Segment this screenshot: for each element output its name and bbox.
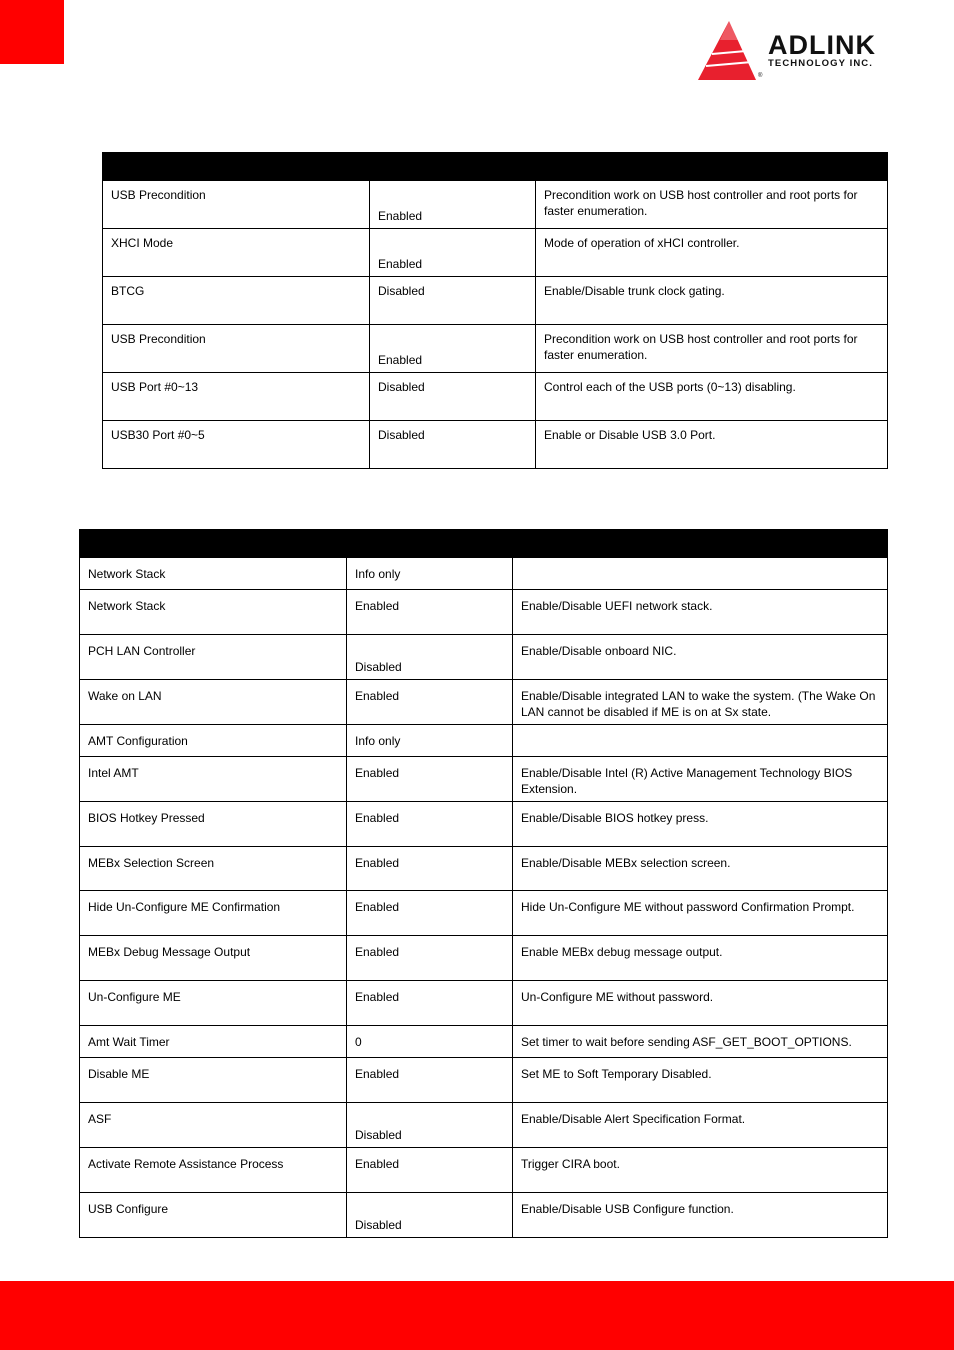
setting-name: Activate Remote Assistance Process: [80, 1148, 347, 1193]
table-row: [80, 936, 888, 981]
corner-tab: [0, 0, 64, 64]
setting-description: Precondition work on USB host controller and root ports for faster enumeration.: [536, 325, 888, 373]
setting-value: Disabled: [370, 421, 536, 469]
table-row: [80, 1058, 888, 1103]
setting-value: Enabled: [347, 680, 513, 725]
setting-name: USB30 Port #0~5: [103, 421, 370, 469]
setting-name: XHCI Mode: [103, 229, 370, 277]
setting-description: Precondition work on USB host controller and root ports for faster enumeration.: [536, 181, 888, 229]
setting-value: Disabled: [370, 277, 536, 325]
setting-description: Enable/Disable Intel (R) Active Management Technology BIOS Extension.: [513, 757, 888, 802]
header-cell: [103, 153, 370, 181]
setting-value: Disabled: [370, 373, 536, 421]
table-row: [80, 590, 888, 635]
table-row: [103, 181, 888, 229]
setting-value: Enabled: [347, 757, 513, 802]
table-header: [103, 153, 888, 181]
setting-value: Disabled: [347, 1103, 513, 1148]
adlink-logo: [696, 18, 906, 84]
setting-description: Enable/Disable onboard NIC.: [513, 635, 888, 680]
setting-description: Hide Un-Configure ME without password Confirmation Prompt.: [513, 891, 888, 936]
setting-value: Enabled: [370, 229, 536, 277]
usb-settings-table: [102, 152, 888, 469]
setting-value: Enabled: [370, 325, 536, 373]
setting-value: Enabled: [347, 590, 513, 635]
table-row: [80, 635, 888, 680]
setting-value: Enabled: [347, 1058, 513, 1103]
setting-value: Disabled: [347, 1193, 513, 1238]
setting-name: AMT Configuration: [80, 725, 347, 757]
setting-description: Un-Configure ME without password.: [513, 981, 888, 1026]
setting-name: USB Configure: [80, 1193, 347, 1238]
setting-description: Set timer to wait before sending ASF_GET_BOOT_OPTIONS.: [513, 1026, 888, 1058]
table-row: [103, 421, 888, 469]
setting-description: [513, 558, 888, 590]
setting-name: Wake on LAN: [80, 680, 347, 725]
header-cell: [513, 530, 888, 558]
setting-value: Disabled: [347, 635, 513, 680]
table-row: [103, 373, 888, 421]
setting-name: Network Stack: [80, 590, 347, 635]
setting-description: Enable MEBx debug message output.: [513, 936, 888, 981]
setting-value: Info only: [347, 558, 513, 590]
setting-description: Enable/Disable trunk clock gating.: [536, 277, 888, 325]
registered-mark: ®: [758, 73, 763, 79]
setting-name: BTCG: [103, 277, 370, 325]
table-row: [103, 325, 888, 373]
setting-description: Trigger CIRA boot.: [513, 1148, 888, 1193]
setting-description: [513, 725, 888, 757]
table-row: [80, 802, 888, 847]
setting-value: Enabled: [347, 802, 513, 847]
setting-value: Enabled: [347, 981, 513, 1026]
table-row: [103, 229, 888, 277]
setting-description: Mode of operation of xHCI controller.: [536, 229, 888, 277]
table-row: [80, 558, 888, 590]
setting-name: USB Precondition: [103, 325, 370, 373]
setting-value: 0: [347, 1026, 513, 1058]
setting-description: Control each of the USB ports (0~13) disabling.: [536, 373, 888, 421]
table-row: [80, 1193, 888, 1238]
setting-description: Set ME to Soft Temporary Disabled.: [513, 1058, 888, 1103]
setting-name: BIOS Hotkey Pressed: [80, 802, 347, 847]
setting-name: MEBx Debug Message Output: [80, 936, 347, 981]
setting-description: Enable or Disable USB 3.0 Port.: [536, 421, 888, 469]
setting-name: Intel AMT: [80, 757, 347, 802]
setting-description: Enable/Disable Alert Specification Format.: [513, 1103, 888, 1148]
setting-description: Enable/Disable BIOS hotkey press.: [513, 802, 888, 847]
setting-name: Hide Un-Configure ME Confirmation: [80, 891, 347, 936]
setting-value: Enabled: [347, 891, 513, 936]
table-row: [80, 891, 888, 936]
logo-triangle-icon: [696, 18, 763, 84]
table-row: [80, 847, 888, 891]
table-header: [80, 530, 888, 558]
setting-description: Enable/Disable MEBx selection screen.: [513, 847, 888, 891]
setting-description: Enable/Disable integrated LAN to wake the system. (The Wake On LAN cannot be disabled if ME is on at Sx state.: [513, 680, 888, 725]
setting-name: ASF: [80, 1103, 347, 1148]
setting-name: Disable ME: [80, 1058, 347, 1103]
setting-name: Un-Configure ME: [80, 981, 347, 1026]
setting-name: USB Precondition: [103, 181, 370, 229]
footer-bar: [0, 1281, 954, 1350]
table-row: [80, 725, 888, 757]
setting-name: MEBx Selection Screen: [80, 847, 347, 891]
setting-description: Enable/Disable UEFI network stack.: [513, 590, 888, 635]
table-row: [80, 1103, 888, 1148]
setting-name: Amt Wait Timer: [80, 1026, 347, 1058]
table-row: [103, 277, 888, 325]
table-row: [80, 981, 888, 1026]
header-cell: [347, 530, 513, 558]
header-cell: [370, 153, 536, 181]
setting-name: USB Port #0~13: [103, 373, 370, 421]
setting-value: Info only: [347, 725, 513, 757]
table-row: [80, 680, 888, 725]
brand-name: ADLINK: [768, 30, 876, 60]
setting-name: Network Stack: [80, 558, 347, 590]
brand-tagline: TECHNOLOGY INC.: [768, 58, 873, 69]
network-settings-table: [79, 529, 888, 1238]
table-row: [80, 757, 888, 802]
setting-name: PCH LAN Controller: [80, 635, 347, 680]
table-row: [80, 1026, 888, 1058]
setting-value: Enabled: [347, 1148, 513, 1193]
setting-value: Enabled: [347, 847, 513, 891]
setting-value: Enabled: [347, 936, 513, 981]
header-cell: [80, 530, 347, 558]
header-cell: [536, 153, 888, 181]
setting-value: Enabled: [370, 181, 536, 229]
setting-description: Enable/Disable USB Configure function.: [513, 1193, 888, 1238]
table-row: [80, 1148, 888, 1193]
